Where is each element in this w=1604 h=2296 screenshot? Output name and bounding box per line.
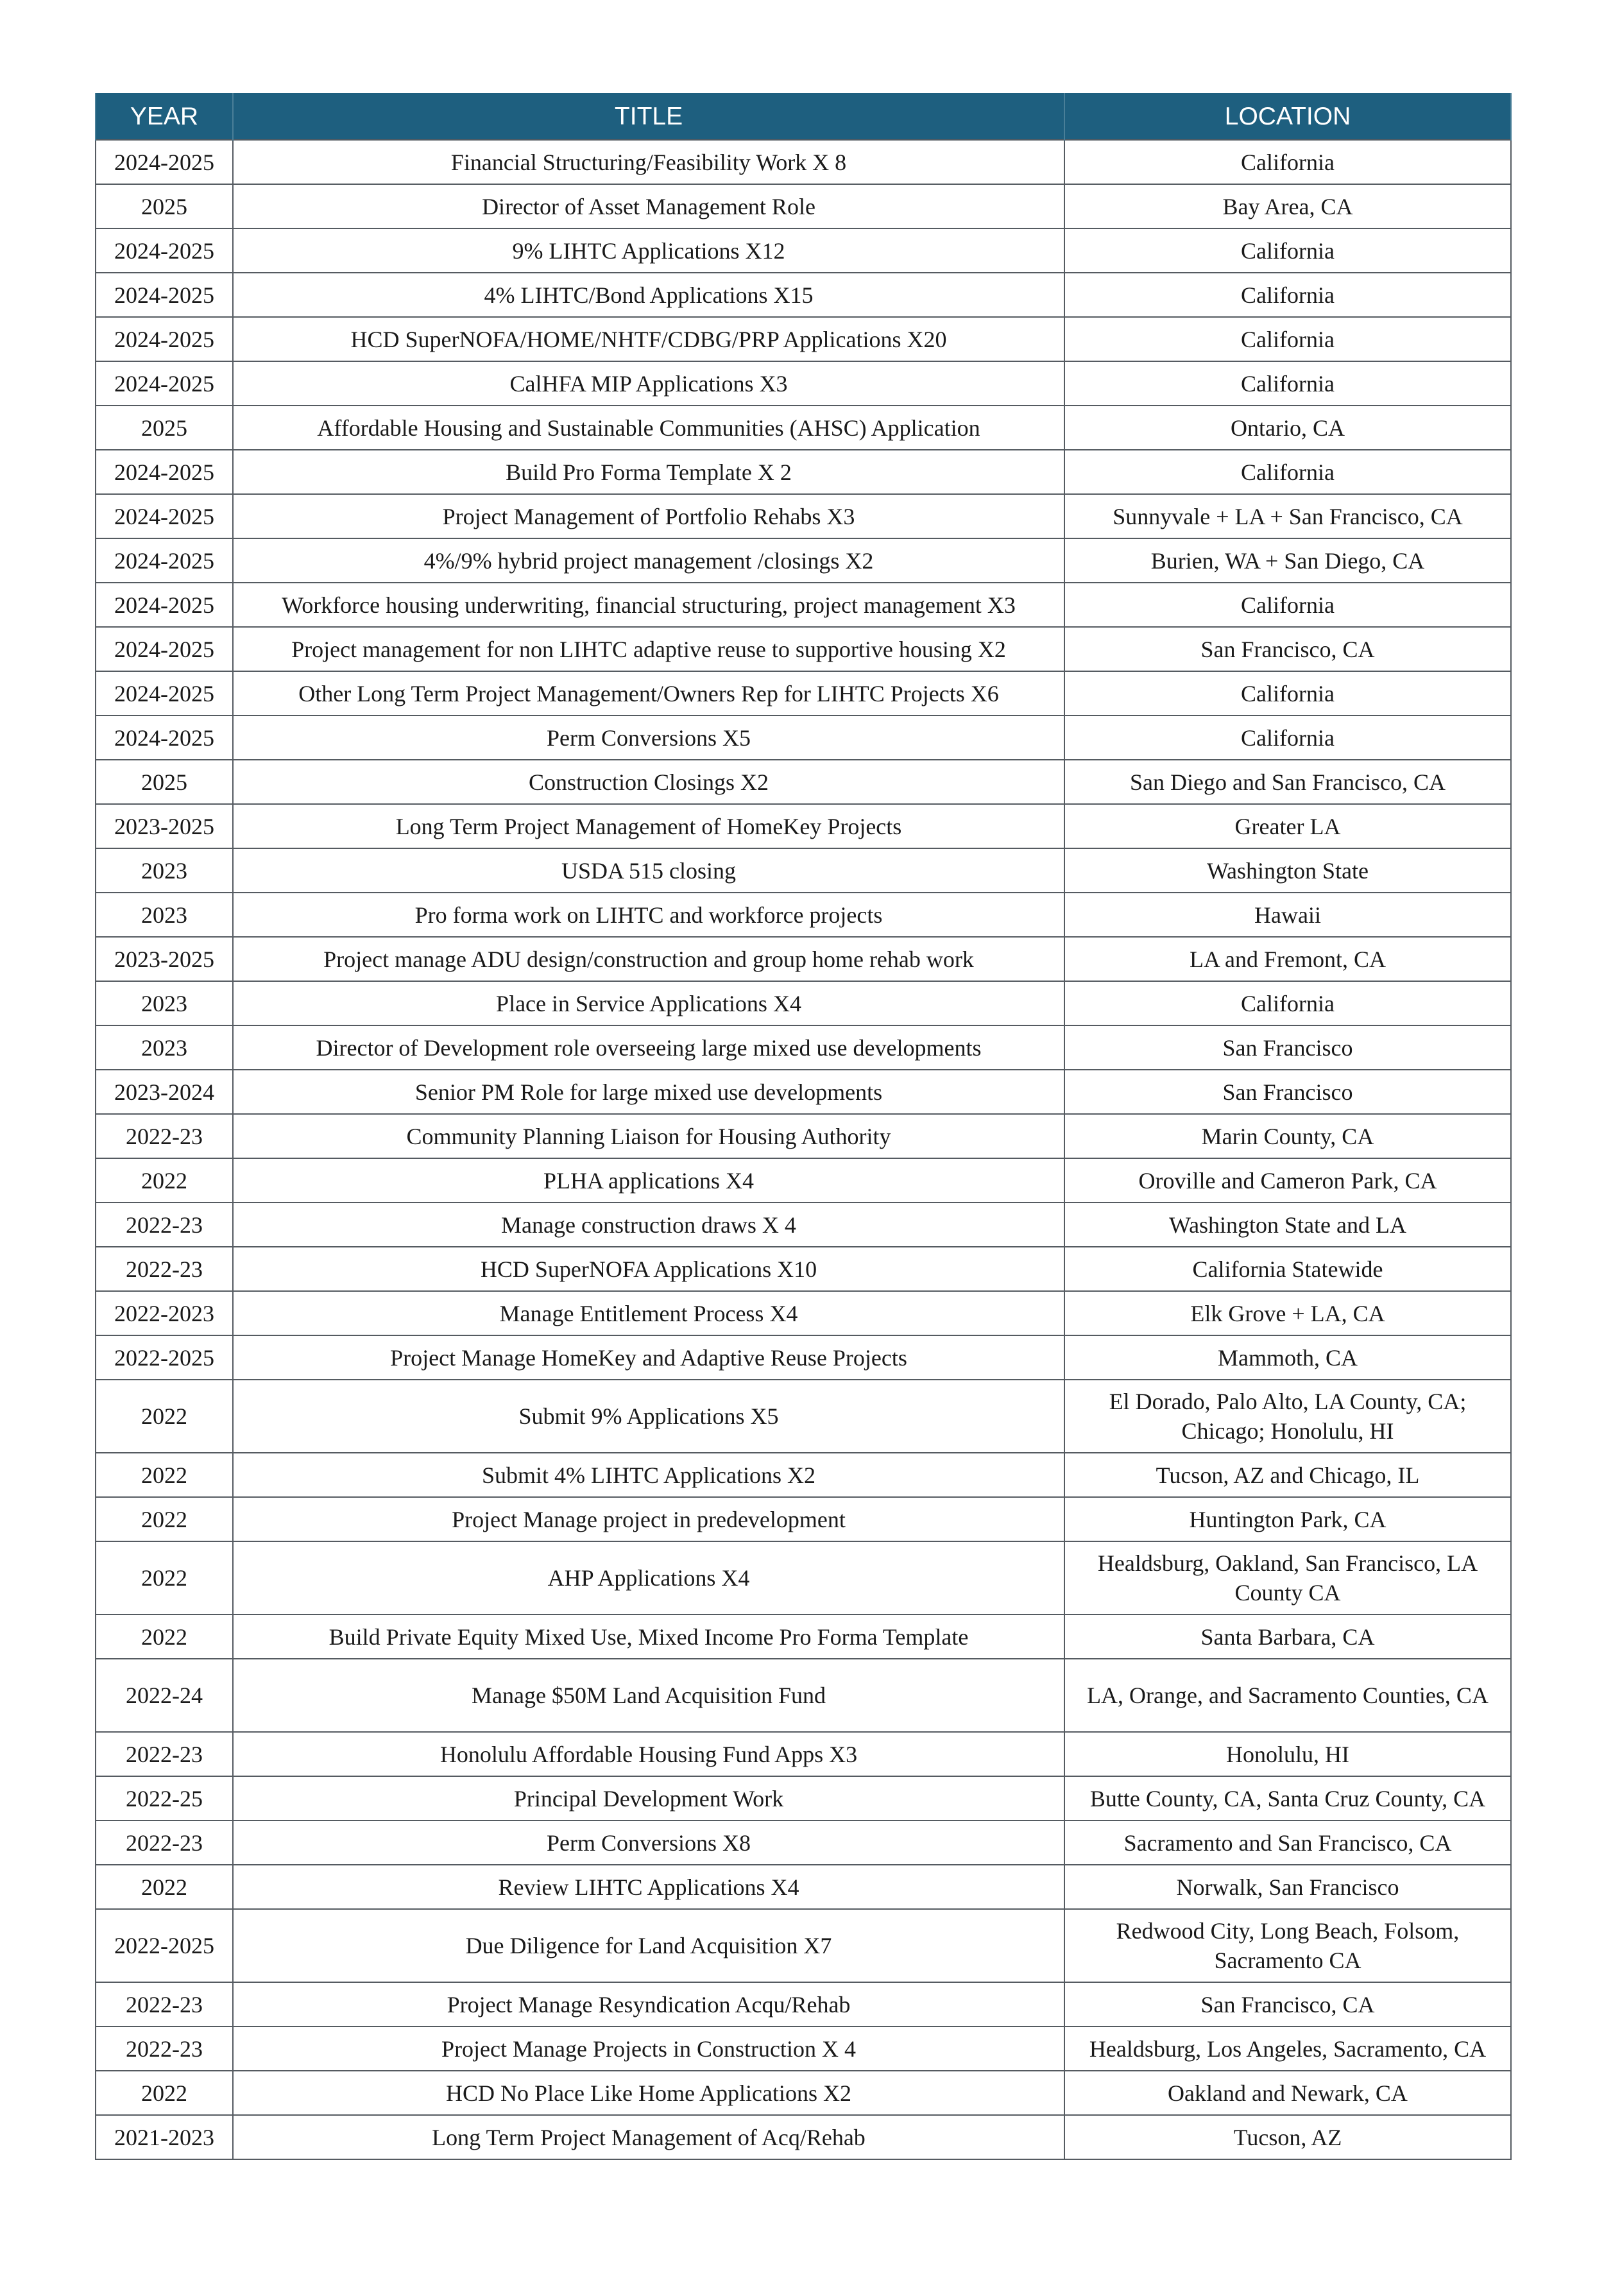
year-cell: 2025 <box>96 760 233 804</box>
title-cell: Director of Asset Management Role <box>233 184 1064 228</box>
table-row <box>96 671 1511 715</box>
location-cell: California <box>1064 317 1511 361</box>
title-cell: Project Manage Resyndication Acqu/Rehab <box>233 1982 1064 2026</box>
location-cell: Oroville and Cameron Park, CA <box>1064 1158 1511 1203</box>
year-cell: 2024-2025 <box>96 140 233 184</box>
table-row <box>96 1821 1511 1865</box>
location-cell: California <box>1064 361 1511 406</box>
table-row <box>96 1380 1511 1453</box>
title-cell: Affordable Housing and Sustainable Communities (AHSC) Application <box>233 406 1064 450</box>
location-cell: Greater LA <box>1064 804 1511 848</box>
year-cell: 2022 <box>96 2071 233 2115</box>
location-cell: Elk Grove + LA, CA <box>1064 1291 1511 1335</box>
title-cell: HCD SuperNOFA Applications X10 <box>233 1247 1064 1291</box>
year-cell: 2022-25 <box>96 1776 233 1821</box>
location-cell: California <box>1064 583 1511 627</box>
table-row <box>96 140 1511 184</box>
year-cell: 2023-2025 <box>96 804 233 848</box>
title-cell: Project manage ADU design/construction and group home rehab work <box>233 937 1064 981</box>
table-row <box>96 361 1511 406</box>
header-title: TITLE <box>233 93 1064 140</box>
table-body <box>96 140 1511 2159</box>
title-cell: Project Manage Projects in Construction X 4 <box>233 2026 1064 2071</box>
location-cell: San Francisco, CA <box>1064 627 1511 671</box>
title-cell: Review LIHTC Applications X4 <box>233 1865 1064 1909</box>
title-cell: Senior PM Role for large mixed use developments <box>233 1070 1064 1114</box>
location-cell: California Statewide <box>1064 1247 1511 1291</box>
year-cell: 2022-23 <box>96 1247 233 1291</box>
location-cell: Tucson, AZ and Chicago, IL <box>1064 1453 1511 1497</box>
header-row <box>96 93 1511 140</box>
table-row <box>96 450 1511 494</box>
location-cell: Healdsburg, Oakland, San Francisco, LA County CA <box>1064 1541 1511 1615</box>
table-row <box>96 1909 1511 1982</box>
table-row <box>96 228 1511 273</box>
title-cell: Build Private Equity Mixed Use, Mixed Income Pro Forma Template <box>233 1615 1064 1659</box>
location-cell: San Diego and San Francisco, CA <box>1064 760 1511 804</box>
title-cell: Project Management of Portfolio Rehabs X3 <box>233 494 1064 538</box>
table-row <box>96 2026 1511 2071</box>
table-header <box>96 93 1511 140</box>
year-cell: 2023 <box>96 893 233 937</box>
year-cell: 2022 <box>96 1615 233 1659</box>
year-cell: 2023-2024 <box>96 1070 233 1114</box>
table-row <box>96 1541 1511 1615</box>
title-cell: HCD SuperNOFA/HOME/NHTF/CDBG/PRP Applications X20 <box>233 317 1064 361</box>
title-cell: Director of Development role overseeing large mixed use developments <box>233 1025 1064 1070</box>
location-cell: California <box>1064 671 1511 715</box>
year-cell: 2022 <box>96 1453 233 1497</box>
year-cell: 2021-2023 <box>96 2115 233 2159</box>
location-cell: Washington State and LA <box>1064 1203 1511 1247</box>
year-cell: 2025 <box>96 406 233 450</box>
title-cell: Pro forma work on LIHTC and workforce projects <box>233 893 1064 937</box>
location-cell: Healdsburg, Los Angeles, Sacramento, CA <box>1064 2026 1511 2071</box>
table-row <box>96 981 1511 1025</box>
table-row <box>96 760 1511 804</box>
title-cell: USDA 515 closing <box>233 848 1064 893</box>
year-cell: 2022-23 <box>96 1732 233 1776</box>
table-row <box>96 1247 1511 1291</box>
year-cell: 2022-23 <box>96 2026 233 2071</box>
header-year: YEAR <box>96 93 233 140</box>
table-row <box>96 494 1511 538</box>
year-cell: 2023 <box>96 1025 233 1070</box>
title-cell: Other Long Term Project Management/Owners Rep for LIHTC Projects X6 <box>233 671 1064 715</box>
year-cell: 2024-2025 <box>96 273 233 317</box>
table-row <box>96 804 1511 848</box>
table-row <box>96 1732 1511 1776</box>
location-cell: LA and Fremont, CA <box>1064 937 1511 981</box>
year-cell: 2024-2025 <box>96 361 233 406</box>
location-cell: Sunnyvale + LA + San Francisco, CA <box>1064 494 1511 538</box>
location-cell: Burien, WA + San Diego, CA <box>1064 538 1511 583</box>
year-cell: 2024-2025 <box>96 671 233 715</box>
table-row <box>96 538 1511 583</box>
location-cell: Ontario, CA <box>1064 406 1511 450</box>
table-row <box>96 1659 1511 1732</box>
location-cell: Sacramento and San Francisco, CA <box>1064 1821 1511 1865</box>
year-cell: 2024-2025 <box>96 715 233 760</box>
location-cell: Redwood City, Long Beach, Folsom, Sacramento CA <box>1064 1909 1511 1982</box>
year-cell: 2025 <box>96 184 233 228</box>
title-cell: CalHFA MIP Applications X3 <box>233 361 1064 406</box>
title-cell: 9% LIHTC Applications X12 <box>233 228 1064 273</box>
location-cell: Honolulu, HI <box>1064 1732 1511 1776</box>
title-cell: Long Term Project Management of HomeKey Projects <box>233 804 1064 848</box>
location-cell: Santa Barbara, CA <box>1064 1615 1511 1659</box>
table-row <box>96 848 1511 893</box>
title-cell: Project Manage project in predevelopment <box>233 1497 1064 1541</box>
year-cell: 2024-2025 <box>96 317 233 361</box>
location-cell: California <box>1064 228 1511 273</box>
year-cell: 2022-23 <box>96 1982 233 2026</box>
location-cell: Butte County, CA, Santa Cruz County, CA <box>1064 1776 1511 1821</box>
location-cell: California <box>1064 981 1511 1025</box>
title-cell: Submit 4% LIHTC Applications X2 <box>233 1453 1064 1497</box>
title-cell: Build Pro Forma Template X 2 <box>233 450 1064 494</box>
year-cell: 2022 <box>96 1380 233 1453</box>
title-cell: AHP Applications X4 <box>233 1541 1064 1615</box>
location-cell: California <box>1064 273 1511 317</box>
table-row <box>96 1615 1511 1659</box>
table-row <box>96 406 1511 450</box>
location-cell: Tucson, AZ <box>1064 2115 1511 2159</box>
title-cell: Manage construction draws X 4 <box>233 1203 1064 1247</box>
table-row <box>96 893 1511 937</box>
location-cell: California <box>1064 140 1511 184</box>
header-location: LOCATION <box>1064 93 1511 140</box>
table-row <box>96 583 1511 627</box>
table-row <box>96 2115 1511 2159</box>
location-cell: Hawaii <box>1064 893 1511 937</box>
location-cell: Norwalk, San Francisco <box>1064 1865 1511 1909</box>
table-row <box>96 317 1511 361</box>
location-cell: Marin County, CA <box>1064 1114 1511 1158</box>
title-cell: Manage Entitlement Process X4 <box>233 1291 1064 1335</box>
year-cell: 2022-2023 <box>96 1291 233 1335</box>
year-cell: 2023 <box>96 981 233 1025</box>
location-cell: Washington State <box>1064 848 1511 893</box>
location-cell: Bay Area, CA <box>1064 184 1511 228</box>
title-cell: Community Planning Liaison for Housing Authority <box>233 1114 1064 1158</box>
year-cell: 2024-2025 <box>96 583 233 627</box>
year-cell: 2022 <box>96 1497 233 1541</box>
table-row <box>96 1982 1511 2026</box>
year-cell: 2022-2025 <box>96 1335 233 1380</box>
table-row <box>96 1335 1511 1380</box>
year-cell: 2022 <box>96 1541 233 1615</box>
title-cell: Workforce housing underwriting, financial structuring, project management X3 <box>233 583 1064 627</box>
title-cell: Project Manage HomeKey and Adaptive Reuse Projects <box>233 1335 1064 1380</box>
year-cell: 2024-2025 <box>96 228 233 273</box>
location-cell: LA, Orange, and Sacramento Counties, CA <box>1064 1659 1511 1732</box>
title-cell: Manage $50M Land Acquisition Fund <box>233 1659 1064 1732</box>
table-row <box>96 1776 1511 1821</box>
location-cell: San Francisco <box>1064 1025 1511 1070</box>
table-row <box>96 1453 1511 1497</box>
table-row <box>96 1070 1511 1114</box>
table-row <box>96 273 1511 317</box>
table-row <box>96 1865 1511 1909</box>
year-cell: 2022-23 <box>96 1821 233 1865</box>
title-cell: Construction Closings X2 <box>233 760 1064 804</box>
projects-table <box>95 93 1512 2160</box>
title-cell: 4% LIHTC/Bond Applications X15 <box>233 273 1064 317</box>
title-cell: 4%/9% hybrid project management /closings X2 <box>233 538 1064 583</box>
title-cell: Financial Structuring/Feasibility Work X 8 <box>233 140 1064 184</box>
title-cell: Principal Development Work <box>233 1776 1064 1821</box>
table-row <box>96 937 1511 981</box>
title-cell: Place in Service Applications X4 <box>233 981 1064 1025</box>
year-cell: 2024-2025 <box>96 494 233 538</box>
location-cell: Oakland and Newark, CA <box>1064 2071 1511 2115</box>
title-cell: Project management for non LIHTC adaptive reuse to supportive housing X2 <box>233 627 1064 671</box>
location-cell: San Francisco, CA <box>1064 1982 1511 2026</box>
year-cell: 2022-24 <box>96 1659 233 1732</box>
page-content <box>95 93 1510 2160</box>
location-cell: California <box>1064 715 1511 760</box>
year-cell: 2022-23 <box>96 1114 233 1158</box>
table-row <box>96 1203 1511 1247</box>
title-cell: HCD No Place Like Home Applications X2 <box>233 2071 1064 2115</box>
location-cell: San Francisco <box>1064 1070 1511 1114</box>
year-cell: 2023-2025 <box>96 937 233 981</box>
location-cell: Mammoth, CA <box>1064 1335 1511 1380</box>
year-cell: 2023 <box>96 848 233 893</box>
table-row <box>96 1114 1511 1158</box>
table-row <box>96 1158 1511 1203</box>
table-row <box>96 627 1511 671</box>
table-row <box>96 1291 1511 1335</box>
year-cell: 2022 <box>96 1158 233 1203</box>
title-cell: PLHA applications X4 <box>233 1158 1064 1203</box>
year-cell: 2022-23 <box>96 1203 233 1247</box>
year-cell: 2024-2025 <box>96 450 233 494</box>
title-cell: Perm Conversions X8 <box>233 1821 1064 1865</box>
title-cell: Submit 9% Applications X5 <box>233 1380 1064 1453</box>
table-row <box>96 1497 1511 1541</box>
year-cell: 2022 <box>96 1865 233 1909</box>
year-cell: 2024-2025 <box>96 538 233 583</box>
year-cell: 2024-2025 <box>96 627 233 671</box>
title-cell: Perm Conversions X5 <box>233 715 1064 760</box>
table-row <box>96 715 1511 760</box>
table-row <box>96 1025 1511 1070</box>
table-row <box>96 2071 1511 2115</box>
title-cell: Due Diligence for Land Acquisition X7 <box>233 1909 1064 1982</box>
title-cell: Long Term Project Management of Acq/Rehab <box>233 2115 1064 2159</box>
table-row <box>96 184 1511 228</box>
location-cell: Huntington Park, CA <box>1064 1497 1511 1541</box>
location-cell: El Dorado, Palo Alto, LA County, CA; Chicago; Honolulu, HI <box>1064 1380 1511 1453</box>
year-cell: 2022-2025 <box>96 1909 233 1982</box>
location-cell: California <box>1064 450 1511 494</box>
title-cell: Honolulu Affordable Housing Fund Apps X3 <box>233 1732 1064 1776</box>
